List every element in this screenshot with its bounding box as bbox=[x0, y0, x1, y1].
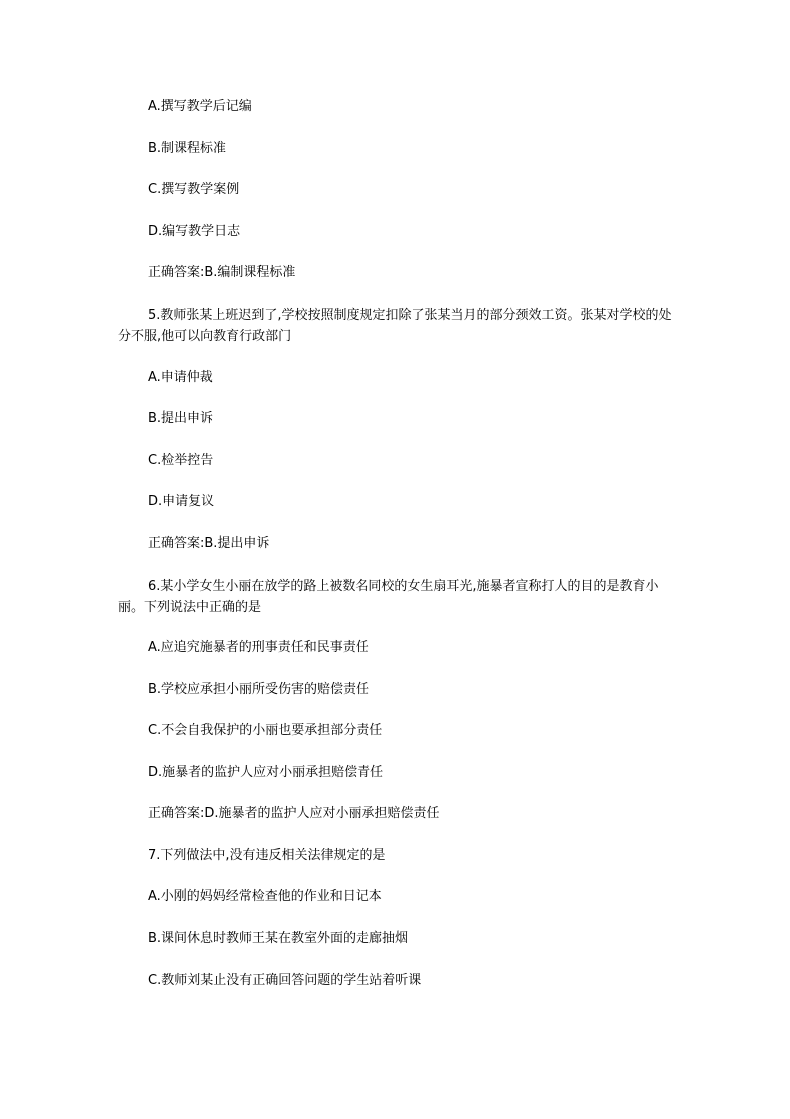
q7-stem: 7.下列做法中,没有违反相关法律规定的是 bbox=[148, 848, 386, 863]
q7-option-b: B.课间休息时教师王某在教室外面的走廊抽烟 bbox=[148, 931, 409, 946]
q4-option-c: C.撰写教学案例 bbox=[148, 182, 240, 197]
q7-option-c: C.教师刘某止没有正确回答问题的学生站着听课 bbox=[148, 973, 422, 988]
q5-stem: 5.教师张某上班迟到了,学校按照制度规定扣除了张某当月的部分颈效工资。张某对学校的处分不服,他可以向教育行政部门 bbox=[118, 308, 672, 344]
q6-option-a: A.应追究施暴者的刑事责任和民事责任 bbox=[148, 640, 369, 655]
q4-option-d: D.编写教学日志 bbox=[148, 224, 241, 239]
q6-answer: 正确答案:D.施暴者的监护人应对小丽承担赔偿责任 bbox=[148, 806, 440, 821]
q5-option-d: D.申请复议 bbox=[148, 494, 215, 509]
q4-answer: 正确答案:B.编制课程标准 bbox=[148, 265, 296, 280]
q6-option-c: C.不会自我保护的小丽也要承担部分责任 bbox=[148, 723, 383, 738]
q5-answer: 正确答案:B.提出申诉 bbox=[148, 536, 270, 551]
q6-option-d: D.施暴者的监护人应对小丽承担赔偿青任 bbox=[148, 765, 384, 780]
q5-option-c: C.检举控告 bbox=[148, 453, 214, 468]
q6-stem: 6.某小学女生小丽在放学的路上被数名同校的女生扇耳光,施暴者宣称打人的目的是教育小丽。下列说法中正确的是 bbox=[118, 579, 659, 615]
q6-option-b: B.学校应承担小丽所受伤害的赔偿责任 bbox=[148, 682, 370, 697]
q5-option-b: B.提出申诉 bbox=[148, 411, 214, 426]
q4-option-a: A.撰写教学后记编 bbox=[148, 99, 252, 114]
q4-option-b: B.制课程标准 bbox=[148, 141, 227, 156]
q7-option-a: A.小刚的妈妈经常检查他的作业和日记本 bbox=[148, 889, 382, 904]
q5-option-a: A.申请仲裁 bbox=[148, 370, 213, 385]
